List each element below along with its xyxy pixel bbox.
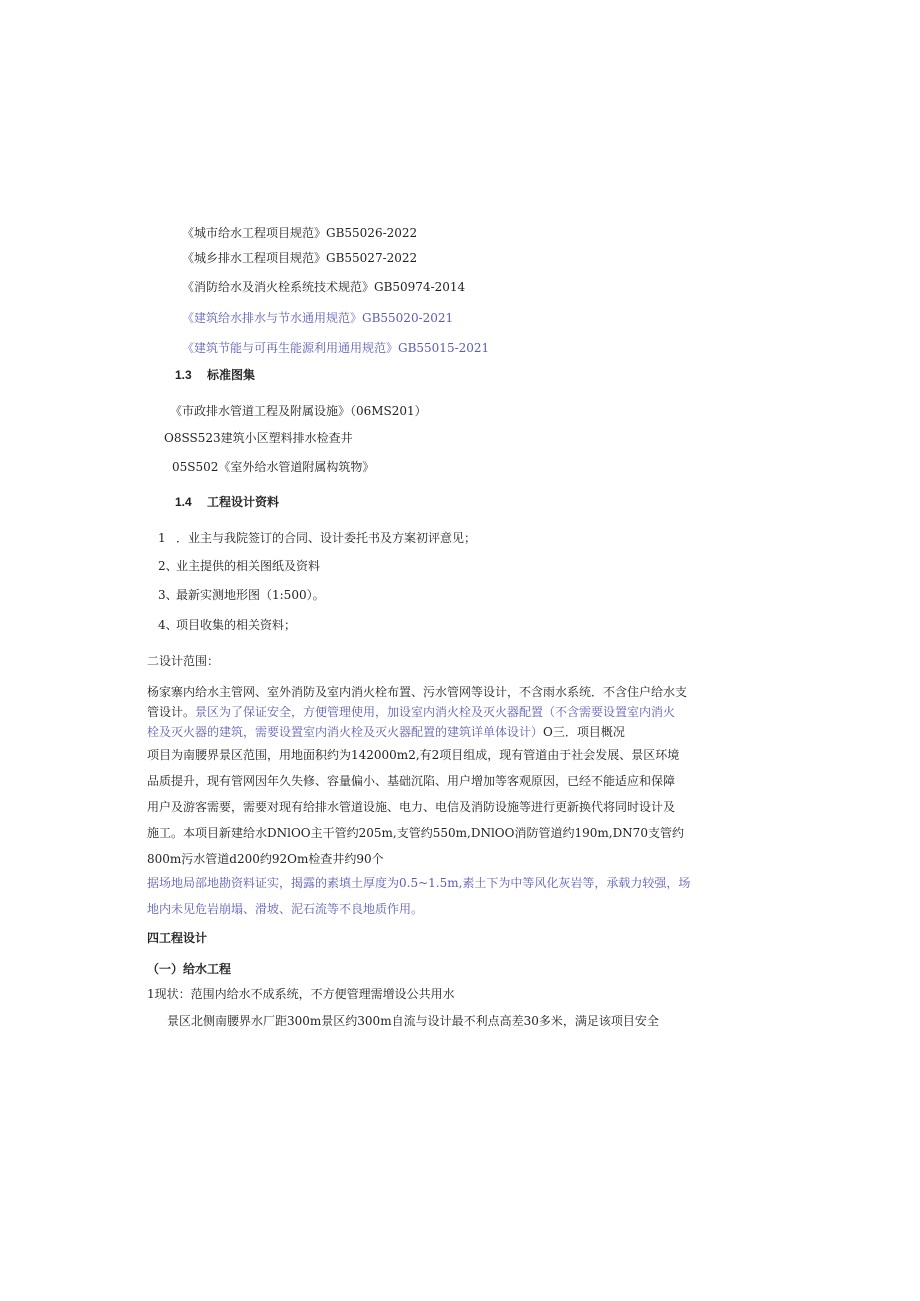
norm-item: 《城市给水工程项目规范》GB55026-2022 xyxy=(182,226,418,240)
item-text: 业主提供的相关图纸及资料 xyxy=(176,559,321,573)
overview-paragraph xyxy=(147,742,692,872)
norm-item-highlighted: 《建筑给水排水与节水通用规范》GB55020-2021 xyxy=(182,311,454,325)
scope-line xyxy=(147,722,692,742)
overview-line: 施工。本项目新建给水DNlOO主干管约205m,支管约550m,DNlOO消防管道约190m,DN70支管约 xyxy=(147,826,684,840)
item-text: 最新实测地形图（1:500）。 xyxy=(176,588,325,602)
material-item xyxy=(158,617,296,633)
norm-item: 《城乡排水工程项目规范》GB55027-2022 xyxy=(182,251,418,265)
geology-paragraph xyxy=(147,870,692,922)
section-heading-4: 四工程设计 xyxy=(147,931,208,945)
scope-text: 管设计。 xyxy=(147,705,196,719)
subsection-heading: （一）给水工程 xyxy=(147,962,232,976)
item-number: 2、 xyxy=(158,559,178,573)
overview-line: 项目为南腰界景区范围，用地面积约为142000m2,有2项目组成，现有管道由于社会发展、景区环境 xyxy=(147,748,680,762)
overview-line: 800m污水管道d200约92Om检查井约90个 xyxy=(147,852,384,866)
section-heading-1-3 xyxy=(175,367,255,383)
scope-heading: 二设计范围： xyxy=(147,654,220,668)
item-number: 1 xyxy=(158,531,166,545)
item-text: ．业主与我院签订的合同、设计委托书及方案初评意见； xyxy=(176,531,477,545)
status-text: 1现状：范围内给水不成系统，不方便管理需增设公共用水 xyxy=(147,987,455,1001)
atlas-item: O8SS523建筑小区塑料排水检查井 xyxy=(164,431,353,445)
overview-line: 用户及游客需要，需要对现有给排水管道设施、电力、电信及消防设施等进行更新换代将同时设计及 xyxy=(147,800,676,814)
item-number: 3、 xyxy=(158,588,178,602)
section-number: 1.3 xyxy=(175,368,192,382)
section-heading-1-4 xyxy=(175,494,279,510)
geology-line: 地内未见危岩崩塌、滑坡、泥石流等不良地质作用。 xyxy=(147,902,424,916)
geology-line: 据场地局部地勘资料证实，揭露的素填土厚度为0.5~1.5m,素土下为中等风化灰岩等，承载力较强，场 xyxy=(147,876,691,890)
atlas-item: 05S502《室外给水管道附属构筑物》 xyxy=(172,460,375,474)
scope-line xyxy=(147,702,692,722)
scope-paragraph xyxy=(147,682,692,742)
overview-heading: O三．项目概况 xyxy=(543,725,625,739)
section-title: 标准图集 xyxy=(207,368,256,382)
material-item xyxy=(158,587,325,603)
material-item xyxy=(158,530,476,546)
material-item xyxy=(158,558,320,574)
scope-text-highlighted: 景区为了保证安全，方便管理使用，加设室内消火栓及灭火器配置（不含需要设置室内消火 xyxy=(195,705,676,719)
body-text: 景区北侧南腰界水厂距300m景区约300m自流与设计最不利点高差30多米，满足该项目安全 xyxy=(167,1014,659,1028)
overview-line: 品质提升，现有管网因年久失修、容量偏小、基础沉陷、用户增加等客观原因，已经不能适应和保障 xyxy=(147,774,676,788)
section-number: 1.4 xyxy=(175,495,192,509)
scope-text-highlighted: 栓及灭火器的建筑，需要设置室内消火栓及灭火器配置的建筑详单体设计） xyxy=(147,725,544,739)
atlas-item: 《市政排水管道工程及附属设施》（06MS201） xyxy=(170,404,427,418)
norm-item-highlighted: 《建筑节能与可再生能源利用通用规范》GB55015-2021 xyxy=(182,341,490,355)
item-number: 4、 xyxy=(158,618,178,632)
item-text: 项目收集的相关资料； xyxy=(176,618,297,632)
scope-line: 杨家寨内给水主管网、室外消防及室内消火栓布置、污水管网等设计，不含雨水系统．不含住户给水支 xyxy=(147,685,688,699)
norm-item: 《消防给水及消火栓系统技术规范》GB50974-2014 xyxy=(182,280,466,294)
section-title: 工程设计资料 xyxy=(207,495,280,509)
